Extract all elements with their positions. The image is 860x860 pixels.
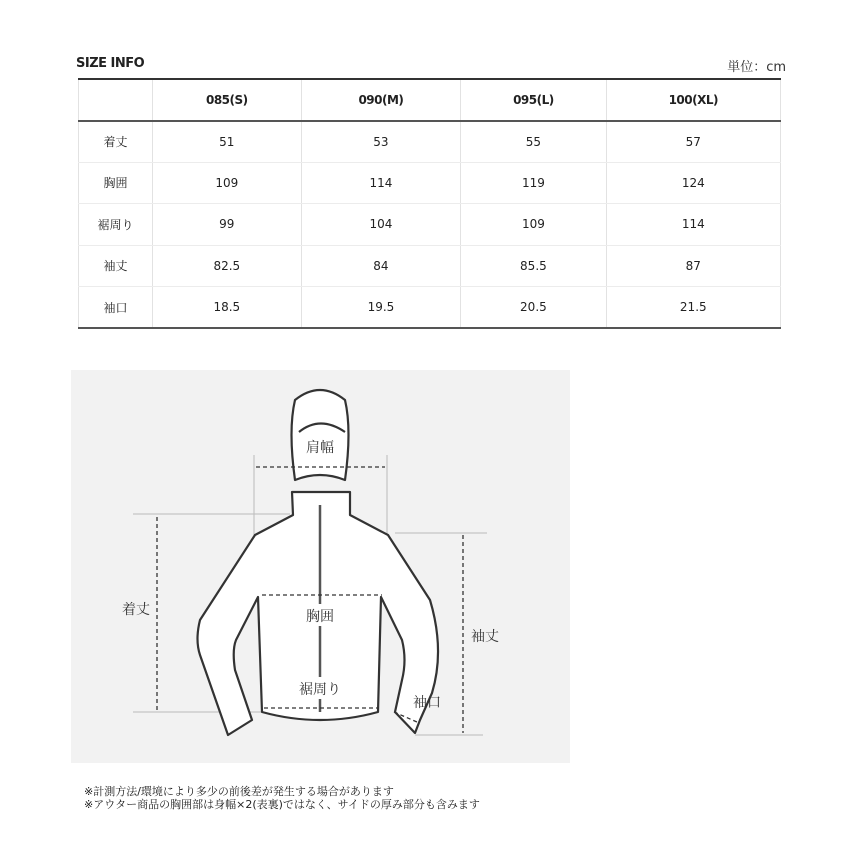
measurement-diagram: [71, 370, 570, 763]
table-cell: 57: [606, 121, 780, 163]
table-cell: 53: [301, 121, 461, 163]
table-cell: 109: [461, 204, 606, 246]
size-table: [78, 78, 781, 329]
table-row: [79, 162, 781, 204]
table-cell: 55: [461, 121, 606, 163]
table-row: [79, 121, 781, 163]
table-cell: 20.5: [461, 287, 606, 329]
table-cell: 99: [153, 204, 302, 246]
table-cell: 82.5: [153, 245, 302, 287]
table-cell: 19.5: [301, 287, 461, 329]
table-cell: 18.5: [153, 287, 302, 329]
column-header: 090(M): [301, 79, 461, 121]
row-label: 胸囲: [79, 162, 153, 204]
column-header: 095(L): [461, 79, 606, 121]
table-cell: 114: [301, 162, 461, 204]
row-label: 着丈: [79, 121, 153, 163]
table-row: [79, 287, 781, 329]
unit-label: 単位：cm: [727, 60, 786, 75]
table-cell: 87: [606, 245, 780, 287]
row-label: 袖丈: [79, 245, 153, 287]
notes: [84, 785, 480, 811]
table-header-row: [79, 79, 781, 121]
note-line: ※アウター商品の胸囲部は身幅×2(表裏)ではなく、サイドの厚み部分も含みます: [84, 798, 480, 811]
label-sleeve: 袖丈: [471, 629, 499, 645]
table-row: [79, 245, 781, 287]
column-header: 100(XL): [606, 79, 780, 121]
table-cell: 109: [153, 162, 302, 204]
label-shoulder: 肩幅: [306, 440, 334, 456]
label-cuff: 袖口: [413, 695, 441, 711]
note-line: ※計測方法/環境により多少の前後差が発生する場合があります: [84, 785, 394, 798]
table-cell: 51: [153, 121, 302, 163]
jacket-illustration: [71, 370, 570, 763]
column-header: 085(S): [153, 79, 302, 121]
table-cell: 84: [301, 245, 461, 287]
label-chest: 胸囲: [306, 609, 334, 625]
table-cell: 104: [301, 204, 461, 246]
label-length: 着丈: [122, 602, 150, 618]
table-cell: 114: [606, 204, 780, 246]
table-row: [79, 204, 781, 246]
row-label: 袖口: [79, 287, 153, 329]
section-title: SIZE INFO: [76, 56, 145, 71]
column-header: [79, 79, 153, 121]
label-hem: 裾周り: [299, 682, 341, 698]
table-cell: 119: [461, 162, 606, 204]
table-cell: 21.5: [606, 287, 780, 329]
table-cell: 124: [606, 162, 780, 204]
row-label: 裾周り: [79, 204, 153, 246]
table-cell: 85.5: [461, 245, 606, 287]
